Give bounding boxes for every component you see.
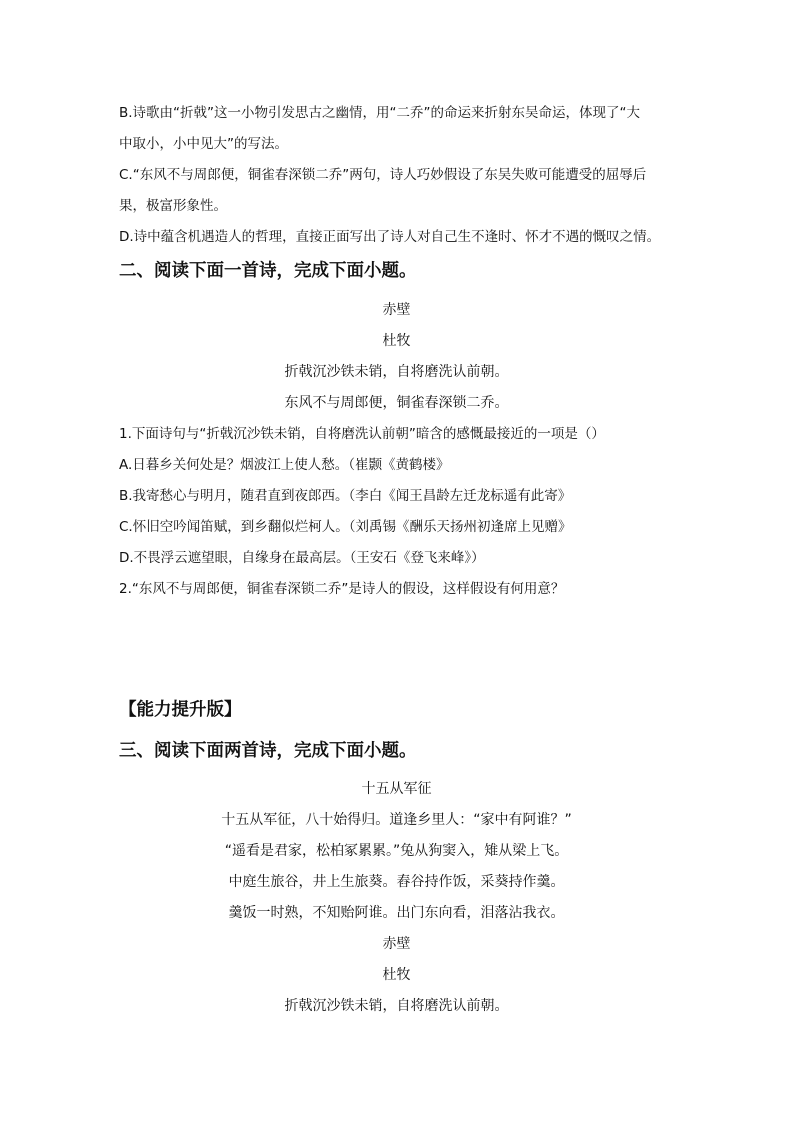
- poem2-author: 杜牧: [382, 967, 411, 983]
- section-3-heading: 三、阅读下面两首诗，完成下面小题。: [119, 741, 417, 761]
- ability-label: 【能力提升版】: [119, 700, 242, 720]
- poem2-line-1: 折戟沉沙铁未销，自将磨洗认前朝。: [284, 998, 509, 1014]
- poem-line-2: 东风不与周郎便，铜雀春深锁二乔。: [284, 395, 509, 411]
- option-d: D.诗中蕴含机遇造人的哲理，直接正面写出了诗人对自己生不逢时、怀才不遇的慨叹之情。: [119, 229, 661, 245]
- option-c-line2: 果，极富形象性。: [119, 198, 227, 214]
- poem-author: 杜牧: [382, 333, 411, 349]
- option-b-line2: 中取小，小中见大”的写法。: [119, 136, 288, 152]
- section-2-heading: 二、阅读下面一首诗，完成下面小题。: [119, 261, 417, 281]
- poem1-line-2: “遥看是君家，松柏冢累累。”兔从狗窦入，雉从梁上飞。: [224, 843, 569, 859]
- poem2-title: 赤壁: [382, 936, 411, 952]
- question-2: 2.“东风不与周郎便，铜雀春深锁二乔”是诗人的假设，这样假设有何用意？: [119, 581, 565, 597]
- option-c-line1: C.“东风不与周郎便，铜雀春深锁二乔”两句，诗人巧妙假设了东吴失败可能遭受的屈辱后: [119, 167, 647, 183]
- question-1-option-a: A.日暮乡关何处是？烟波江上使人愁。（崔颢《黄鹤楼》: [119, 457, 450, 473]
- poem1-line-4: 羹饭一时熟，不知贻阿谁。出门东向看，泪落沾我衣。: [228, 905, 565, 921]
- question-1-option-c: C.怀旧空吟闻笛赋，到乡翻似烂柯人。（刘禹锡《酬乐天扬州初逢席上见赠》: [119, 519, 572, 535]
- option-b-line1: B.诗歌由“折戟”这一小物引发思古之幽情，用“二乔”的命运来折射东吴命运，体现了“大: [119, 105, 641, 121]
- poem1-line-3: 中庭生旅谷，井上生旅葵。舂谷持作饭，采葵持作羹。: [228, 874, 565, 890]
- poem1-title: 十五从军征: [361, 781, 432, 797]
- question-1-option-d: D.不畏浮云遮望眼，自缘身在最高层。（王安石《登飞来峰》）: [119, 550, 485, 566]
- poem-title: 赤壁: [382, 302, 411, 318]
- question-1: 1.下面诗句与“折戟沉沙铁未销，自将磨洗认前朝”暗含的感慨最接近的一项是（）: [119, 426, 605, 442]
- poem1-line-1: 十五从军征，八十始得归。道逢乡里人：“家中有阿谁？”: [221, 812, 572, 828]
- poem-line-1: 折戟沉沙铁未销，自将磨洗认前朝。: [284, 364, 509, 380]
- question-1-option-b: B.我寄愁心与明月，随君直到夜郎西。（李白《闻王昌龄左迁龙标遥有此寄》: [119, 488, 572, 504]
